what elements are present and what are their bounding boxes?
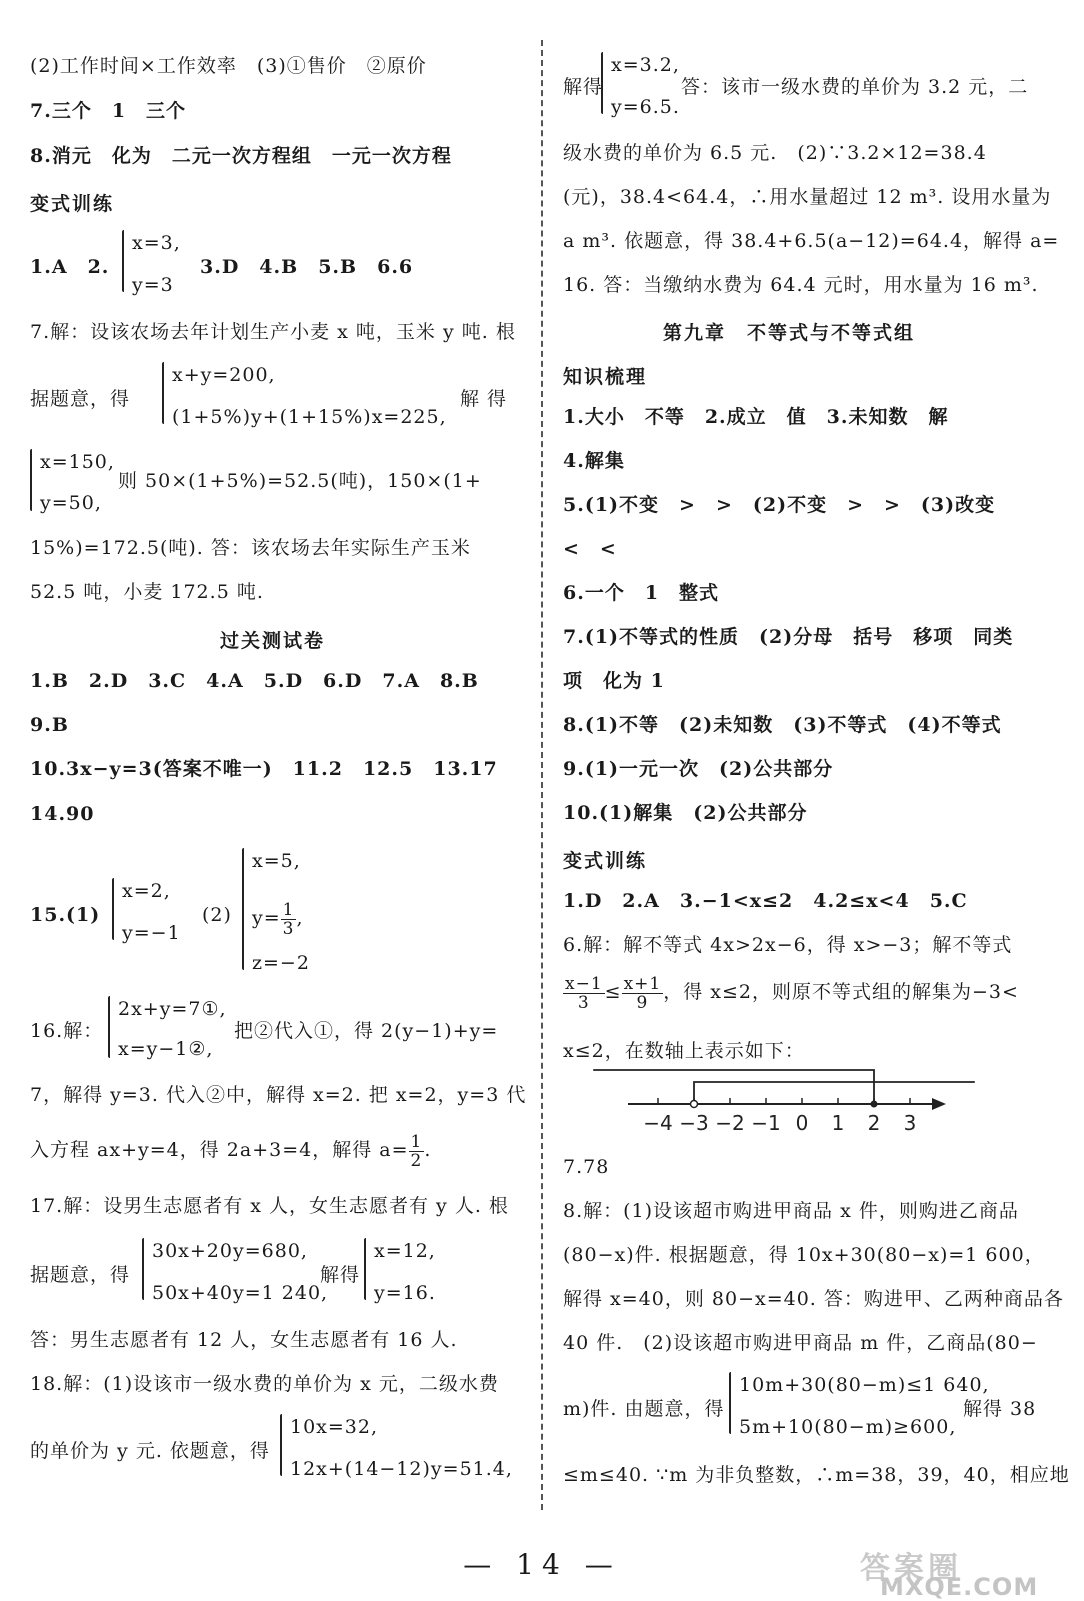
right-column [563,0,1070,1500]
text-line: x≤2，在数轴上表示如下： [563,1040,805,1062]
equation: x=2, [122,880,171,902]
section-heading: 变式训练 [30,193,115,215]
text-line: 解得 [320,1264,361,1286]
equation: x+y=200, [172,364,276,386]
equation-brace [162,362,164,424]
equation: x=3, [132,232,181,254]
equation-brace [280,1414,282,1476]
text-line: 18.解：(1)设该市一级水费的单价为 x 元，二级水费 [30,1373,499,1395]
fraction: $\frac{x+1}{9}$ [623,973,662,1013]
equation: y=6.5. [611,96,680,118]
text-line: 解 得 [460,388,508,410]
text-line: 10.(1)解集 (2)公共部分 [563,802,808,824]
equation-brace [30,449,32,511]
text-line: 5.(1)不变 > > (2)不变 > > (3)改变 [563,494,996,516]
text-line: (2) [202,904,232,926]
text-line: 17.解：设男生志愿者有 x 人，女生志愿者有 y 人. 根 [30,1195,509,1217]
text-line: 16. 答：当缴纳水费为 64.4 元时，用水量为 16 m³. [563,274,1039,296]
equation-brace [601,52,603,114]
text-line: 入方程 ax+y=4，得 2a+3=4，解得 a= $\frac{1}{2}$ . [30,1131,432,1171]
text-line: 7.(1)不等式的性质 (2)分母 括号 移项 同类 [563,626,1014,648]
text-line: 7，解得 y=3. 代入②中，解得 x=2. 把 x=2，y=3 代 [30,1084,527,1106]
fraction: $\frac{1}{2}$ [410,1131,423,1171]
text-line: 8.消元 化为 二元一次方程组 一元一次方程 [30,145,452,167]
equation-brace [242,848,244,970]
section-heading: 过关测试卷 [220,630,326,652]
text-line: $\frac{x-1}{3}$ ≤ $\frac{x+1}{9}$ ，得 x≤2，则原不等式组的解集为−3< [565,973,1019,1013]
number-line-tick-label: −1 [751,1111,781,1135]
text-line: 52.5 吨，小麦 172.5 吨. [30,581,264,603]
text-line: 据题意，得 [30,1264,131,1286]
number-line-tick-label: −4 [643,1111,673,1135]
text-line: 40 件. (2)设该超市购进甲商品 m 件，乙商品(80− [563,1332,1038,1354]
text-line: 16.解： [30,1020,104,1042]
number-line-tick-label: 0 [795,1111,809,1135]
equation: y=−1 [122,922,181,944]
equation: y= $\frac{1}{3}$ , [252,899,304,939]
page-number: — 14 — [463,1548,621,1581]
text-line: 解得 [563,76,604,98]
number-line-tick-label: 2 [867,1111,881,1135]
equation: y=50, [40,492,102,514]
text-line: 6.一个 1 整式 [563,582,720,604]
text-line: 7.三个 1 三个 [30,100,187,122]
text-line: 级水费的单价为 6.5 元. (2)∵3.2×12=38.4 [563,142,987,164]
equation: y=3 [132,274,174,296]
text-line: 1.A 2. [30,256,110,278]
chapter-heading: 第九章 不等式与不等式组 [663,322,916,344]
text-line: 据题意，得 [30,388,131,410]
equation: x=5, [252,850,301,872]
equation: x=3.2, [611,54,680,76]
text-line: 1.B 2.D 3.C 4.A 5.D 6.D 7.A 8.B [30,670,479,692]
equation: (1+5%)y+(1+15%)x=225, [172,406,447,428]
section-heading: 变式训练 [563,850,648,872]
text-line: 14.90 [30,803,95,825]
fraction: $\frac{1}{3}$ [282,899,295,939]
equation: 5m+10(80−m)≥600, [739,1416,957,1438]
left-column [30,0,527,1500]
text-line: 答：该市一级水费的单价为 3.2 元，二 [681,76,1029,98]
text-line: 9.B [30,714,69,736]
text-line: < < [563,538,617,560]
text-line: (80−x)件. 根据题意，得 10x+30(80−x)=1 600， [563,1244,1045,1266]
text-line: 15.(1) [30,904,101,926]
equation: x=y−1②, [118,1038,214,1060]
text-line: 9.(1)一元一次 (2)公共部分 [563,758,834,780]
text-line: 解得 x=40，则 80−x=40. 答：购进甲、乙两种商品各 [563,1288,1064,1310]
section-heading: 知识梳理 [563,366,648,388]
number-line-tick-label: 1 [831,1111,845,1135]
number-line-tick-label: 3 [903,1111,917,1135]
text-line: 解得 38 [963,1398,1037,1420]
text-line: ≤m≤40. ∵m 为非负整数，∴m=38，39，40，相应地 [563,1464,1070,1486]
equation: 10x=32, [290,1416,379,1438]
equation-brace [729,1372,731,1434]
number-line-arrow [932,1098,946,1110]
solution-bracket-le-2 [593,1070,874,1104]
text-line: 项 化为 1 [563,670,665,692]
text-line: 答：男生志愿者有 12 人，女生志愿者有 16 人. [30,1329,458,1351]
text-line: 7.解：设该农场去年计划生产小麦 x 吨，玉米 y 吨. 根 [30,321,516,343]
text-line: (元)，38.4<64.4，∴用水量超过 12 m³. 设用水量为 [563,186,1052,208]
equation: 30x+20y=680, [152,1240,308,1262]
text-line: 1.D 2.A 3.−1<x≤2 4.2≤x<4 5.C [563,890,968,912]
text-line: 3.D 4.B 5.B 6.6 [200,256,414,278]
text-line: 8.(1)不等 (2)未知数 (3)不等式 (4)不等式 [563,714,1002,736]
closed-point [871,1101,878,1108]
equation-brace [112,878,114,940]
equation-brace [364,1238,366,1300]
watermark-logo: 答案圈 MXQE.COM [860,1551,1039,1601]
text-line: 7.78 [563,1156,610,1178]
text-line: 15%)=172.5(吨). 答：该农场去年实际生产玉米 [30,537,471,559]
text-line: 10.3x−y=3(答案不唯一) 11.2 12.5 13.17 [30,758,498,780]
text-line: 1.大小 不等 2.成立 值 3.未知数 解 [563,406,949,428]
text-line: 4.解集 [563,450,625,472]
text-line: 8.解：(1)设该超市购进甲商品 x 件，则购进乙商品 [563,1200,1019,1222]
number-line-tick-label: −2 [715,1111,745,1135]
text-line: 则 50×(1+5%)=52.5(吨)，150×(1+ [118,470,482,492]
fraction: $\frac{x-1}{3}$ [565,973,603,1013]
equation: 2x+y=7①, [118,998,227,1020]
equation: x=12, [374,1240,436,1262]
equation-brace [122,230,124,292]
equation-brace [142,1238,144,1300]
text-line: (2)工作时间×工作效率 (3)①售价 ②原价 [30,55,427,77]
text-line: m)件. 由题意，得 [563,1398,725,1420]
equation: 12x+(14−12)y=51.4, [290,1458,513,1480]
number-line-tick-label: −3 [679,1111,709,1135]
equation-brace [108,996,110,1058]
column-divider [541,40,543,1510]
equation: 50x+40y=1 240, [152,1282,329,1304]
equation: 10m+30(80−m)≤1 640, [739,1374,990,1396]
equation: z=−2 [252,952,310,974]
open-point [691,1101,698,1108]
text-line: a m³. 依题意，得 38.4+6.5(a−12)=64.4，解得 a= [563,230,1060,252]
text-line: 把②代入①，得 2(y−1)+y= [234,1020,499,1042]
text-line: 的单价为 y 元. 依题意，得 [30,1440,270,1462]
equation: y=16. [374,1282,436,1304]
number-line [628,1062,958,1135]
text-line: 6.解：解不等式 4x>2x−6，得 x>−3；解不等式 [563,934,1013,956]
equation: x=150, [40,451,115,473]
